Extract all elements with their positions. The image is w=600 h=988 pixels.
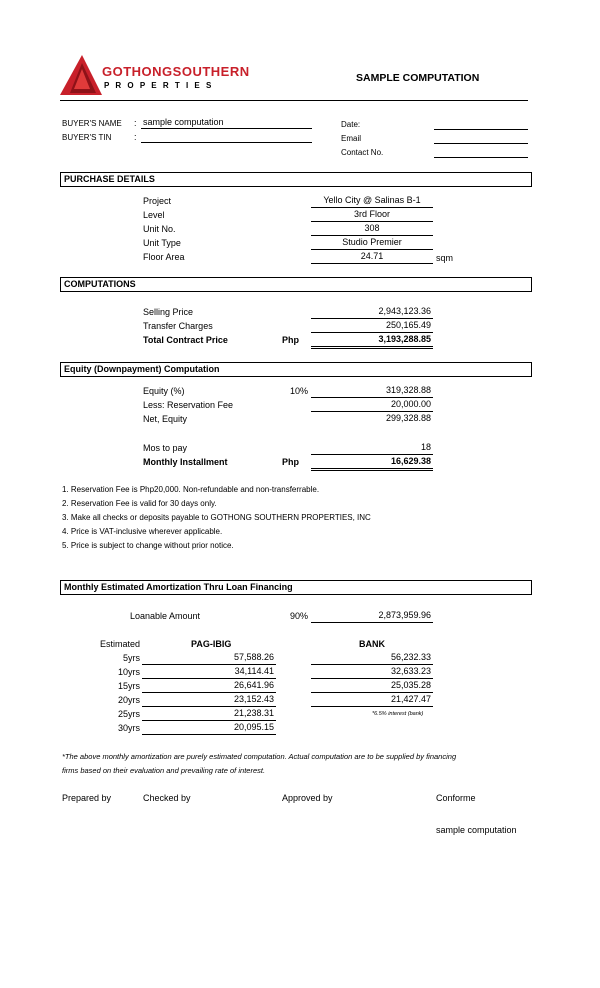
checked-by-label: Checked by: [143, 793, 191, 803]
pagibig-value: 34,114.41: [142, 666, 276, 679]
term-label: 25yrs: [117, 709, 140, 719]
term-label: 10yrs: [117, 667, 140, 677]
loanable-pct: 90%: [290, 611, 309, 621]
amortization-heading: Monthly Estimated Amortization Thru Loan Financing: [60, 580, 532, 595]
purchase-value-area: 24.71: [311, 251, 433, 264]
company-logo: [60, 55, 270, 100]
note-5: 5. Price is subject to change without prior notice.: [62, 541, 234, 550]
approved-by-label: Approved by: [282, 793, 333, 803]
monthly-installment-currency: Php: [282, 457, 299, 467]
header-rule: [60, 100, 528, 101]
area-unit: sqm: [436, 253, 454, 263]
bank-value: 21,427.47: [311, 694, 433, 707]
conforme-label: Conforme: [436, 793, 476, 803]
net-equity-value: 299,328.88: [385, 413, 431, 423]
buyer-name-field[interactable]: sample computation: [141, 117, 312, 129]
purchase-value-type: Studio Premier: [311, 237, 433, 250]
buyer-tin-sep: :: [134, 132, 137, 142]
purchase-value-level: 3rd Floor: [311, 209, 433, 222]
equity-heading: Equity (Downpayment) Computation: [60, 362, 532, 377]
pagibig-value: 20,095.15: [142, 722, 276, 735]
page-title: SAMPLE COMPUTATION: [356, 72, 480, 84]
date-label: Date:: [341, 120, 361, 129]
disclaimer-line-1: *The above monthly amortization are purely estimated computation. Actual computation are to be supplied by financing: [62, 752, 457, 761]
pagibig-value: 23,152.43: [142, 694, 276, 707]
transfer-charges-label: Transfer Charges: [143, 321, 213, 331]
monthly-installment-label: Monthly Installment: [143, 457, 228, 467]
pagibig-value: 21,238.31: [142, 708, 276, 721]
purchase-label-level: Level: [143, 210, 165, 220]
term-label: 5yrs: [122, 653, 140, 663]
contact-field[interactable]: [434, 146, 528, 158]
purchase-value-unit: 308: [311, 223, 433, 236]
total-contract-currency: Php: [282, 335, 299, 345]
contact-label: Contact No.: [341, 148, 384, 157]
date-field[interactable]: [434, 118, 528, 130]
buyer-name-label: BUYER'S NAME: [62, 119, 122, 128]
loanable-amount-label: Loanable Amount: [130, 611, 201, 621]
pagibig-value: 57,588.26: [142, 652, 276, 665]
disclaimer-line-2: firms based on their evaluation and prevailing rate of interest.: [62, 766, 266, 775]
bank-interest-note: *6.5% interest (bank): [372, 711, 424, 717]
pagibig-header: PAG-IBIG: [191, 639, 232, 649]
prepared-by-label: Prepared by: [62, 793, 112, 803]
bank-value: 25,035.28: [311, 680, 433, 693]
purchase-value-project: Yello City @ Salinas B-1: [311, 195, 433, 208]
email-field[interactable]: [434, 132, 528, 144]
company-subtitle: P R O P E R T I E S: [104, 81, 214, 90]
buyer-tin-label: BUYER'S TIN: [62, 133, 112, 142]
purchase-label-unit: Unit No.: [143, 224, 176, 234]
bank-header: BANK: [359, 639, 385, 649]
note-1: 1. Reservation Fee is Php20,000. Non-refundable and non-transferrable.: [62, 485, 320, 494]
net-equity-label: Net, Equity: [143, 414, 188, 424]
mos-to-pay-label: Mos to pay: [143, 443, 188, 453]
term-label: 15yrs: [117, 681, 140, 691]
bank-value: 56,232.33: [311, 652, 433, 665]
purchase-label-type: Unit Type: [143, 238, 181, 248]
purchase-label-project: Project: [143, 196, 172, 206]
equity-label: Equity (%): [143, 386, 185, 396]
reservation-label: Less: Reservation Fee: [143, 400, 234, 410]
selling-price-value: 2,943,123.36: [311, 306, 433, 319]
selling-price-label: Selling Price: [143, 307, 194, 317]
term-label: 20yrs: [117, 695, 140, 705]
equity-pct: 10%: [290, 386, 309, 396]
total-contract-label: Total Contract Price: [143, 335, 228, 345]
reservation-value: 20,000.00: [311, 399, 433, 412]
conforme-name: sample computation: [436, 825, 517, 835]
total-contract-value: 3,193,288.85: [311, 334, 433, 349]
pagibig-value: 26,641.96: [142, 680, 276, 693]
monthly-installment-value: 16,629.38: [311, 456, 433, 471]
computations-heading: COMPUTATIONS: [60, 277, 532, 292]
logo-triangle-icon: [60, 55, 102, 100]
bank-value: 32,633.23: [311, 666, 433, 679]
transfer-charges-value: 250,165.49: [311, 320, 433, 333]
equity-value: 319,328.88: [311, 385, 433, 398]
loanable-amount-value: 2,873,959.96: [311, 610, 433, 623]
note-2: 2. Reservation Fee is valid for 30 days only.: [62, 499, 217, 508]
term-label: 30yrs: [117, 723, 140, 733]
purchase-label-area: Floor Area: [143, 252, 185, 262]
mos-to-pay-value: 18: [311, 442, 433, 455]
email-label: Email: [341, 134, 362, 143]
company-name: GOTHONGSOUTHERN: [102, 64, 250, 79]
estimated-label: Estimated: [99, 639, 140, 649]
buyer-tin-field[interactable]: [141, 131, 312, 143]
note-4: 4. Price is VAT-inclusive wherever applicable.: [62, 527, 223, 536]
purchase-details-heading: PURCHASE DETAILS: [60, 172, 532, 187]
note-3: 3. Make all checks or deposits payable to GOTHONG SOUTHERN PROPERTIES, INC: [62, 513, 371, 522]
buyer-name-sep: :: [134, 118, 137, 128]
